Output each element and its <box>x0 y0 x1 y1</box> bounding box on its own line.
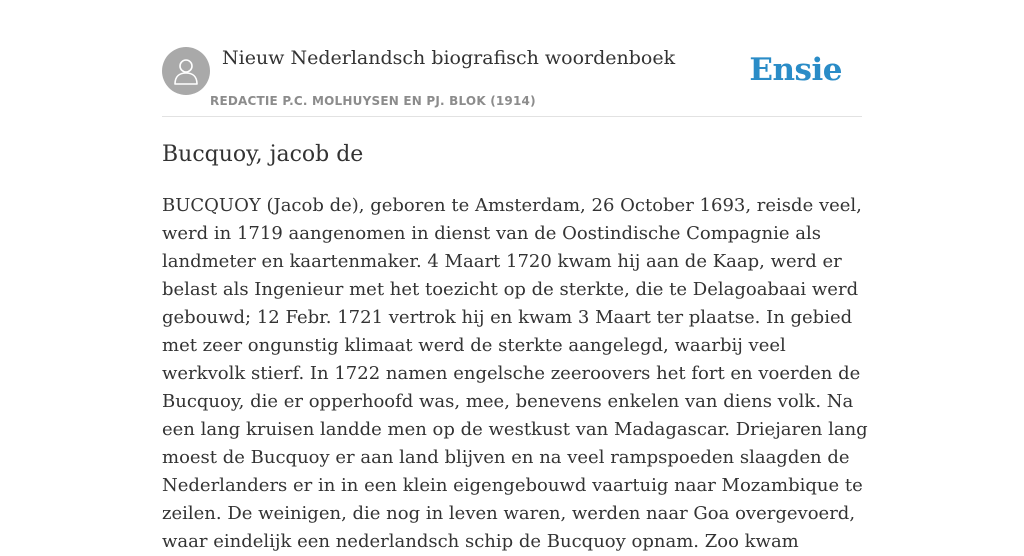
ensie-logo[interactable]: Ensie <box>749 52 842 88</box>
entry-title: Bucquoy, jacob de <box>162 142 364 167</box>
book-title[interactable]: Nieuw Nederlandsch biografisch woordenboek <box>222 47 676 69</box>
user-icon <box>173 57 199 85</box>
avatar[interactable] <box>162 47 210 95</box>
book-editors: REDACTIE P.C. MOLHUYSEN EN PJ. BLOK (1914) <box>210 94 536 108</box>
entry-body: BUCQUOY (Jacob de), geboren te Amsterdam, 26 October 1693, reisde veel, werd in 1719 aangenomen in dienst van de Oostindische Compagnie als landmeter en kaartenmaker. 4 Maart 1720 kwam hij aan de Kaap, werd er belast als Ingenieur met het toezicht op de sterkte, die te Delagoabaai werd gebouwd; 12 Febr. 1721 vertrok hij en kwam 3 Maart ter plaatse. In gebied met zeer ongunstig klimaat werd de sterkte aangelegd, waarbij veel werkvolk stierf. In 1722 namen engelsche zeeroovers het fort en voerden de Bucquoy, die er opperhoofd was, mee, benevens enkelen van diens volk. Na een lang kruisen landde men op de westkust van Madagascar. Driejaren lang moest de Bucquoy er aan land blijven en na veel rampspoeden slaagden de Nederlanders er in in een klein eigengebouwd vaartuig naar Mozambique te zeilen. De weinigen, die nog in leven waren, werden naar Goa overgevoerd, waar eindelijk een nederlandsch schip de Bucquoy opnam. Zoo kwam <box>162 195 868 552</box>
header <box>162 36 862 117</box>
